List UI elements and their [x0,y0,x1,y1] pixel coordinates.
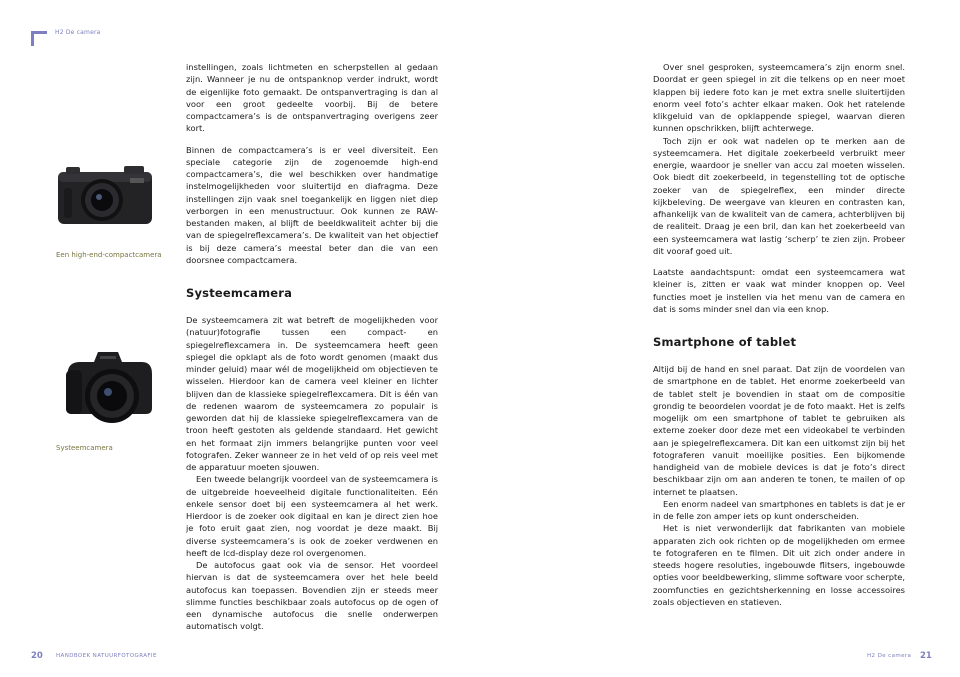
paragraph: Een enorm nadeel van smartphones en tablets is dat je er in de felle zon amper iets op kunt onderscheiden. [653,498,905,521]
corner-mark-bar [31,31,47,34]
right-text-column [653,61,905,608]
footer-chapter: H2 De camera [867,653,912,659]
system-camera-photo [60,348,156,426]
paragraph: Een tweede belangrijk voordeel van de systeemcamera is de uitgebreide hoeveelheid digitale functionaliteiten. Eén enkele sensor doet bij een systeemcamera al het werk. Hierdoor is de zoeker ook digitaal en kan je direct zien hoe je foto eruit gaat zien, nog voordat je deze maakt. Bij diverse systeemcamera’s is ook de zoeker verdwenen en heeft de lcd-display deze rol overgenomen. [186,474,438,558]
section-heading: Systeemcamera [186,286,293,300]
book-title: HANDBOEK NATUURFOTOGRAFIE [56,653,157,659]
left-text-column [186,61,438,633]
compact-camera-photo [56,160,154,230]
paragraph: De systeemcamera zit wat betreft de mogelijkheden voor (natuur)fotografie tussen een compact- en spiegelreflexcamera in. De systeemcamera heeft geen spiegel die opklapt als de foto wordt genomen (maakt dus minder geluid) maar wél de mogelijkheid om objectieven te wisselen. Hierdoor kan de camera veel kleiner en lichter blijven dan de klassieke spiegelreflexcamera. Dit is één van de redenen waarom de systeemcamera zo populair is geworden dat hij de klassieke spiegelreflexcamera van de troon heeft gestoten als geldende standaard. Het gewicht en het formaat zijn immers belangrijke punten voor veel fotografen. Zeker wanneer ze in het veld of op reis veel met de apparatuur moeten sjouwen. [186,315,438,472]
running-head: H2 De camera [55,29,101,36]
paragraph: Laatste aandachtspunt: omdat een systeemcamera wat kleiner is, zitten er vaak wat minder knoppen op. Veel functies moet je instellen via het menu van de camera en dat is soms minder snel dan via een knop. [653,267,905,314]
paragraph: Over snel gesproken, systeemcamera’s zijn enorm snel. Doordat er geen spiegel in zit die telkens op en neer moet klappen bij iedere foto kan je met extra snelle sluitertijden enorm veel foto’s achter elkaar maken. Ook het ratelende klikgeluid van de opklappende spiegel, waarvan dieren kunnen opschrikken, blijft achterwege. [653,62,905,134]
paragraph: instellingen, zoals lichtmeten en scherpstellen al gedaan zijn. Wanneer je nu de ontspanknop verder indrukt, wordt de eigenlijke foto gemaakt. De ontspanvertraging is dan al voor een groot gedeelte voorbij. Bij de betere compactcamera’s is de ontspanvertraging overigens zeer kort. [186,62,438,134]
paragraph: Het is niet verwonderlijk dat fabrikanten van mobiele apparaten zich ook richten op de mogelijkheden om ermee te fotograferen en te filmen. Dit uit zich onder andere in steeds hogere resoluties, ingebouwde flitsers, ingebouwde opties voor beeldbewerking, slimme software voor scherpte, zoomfuncties en gezichtsherkenning en losse accessoires zoals objectieven en statieven. [653,523,905,607]
section-heading: Smartphone of tablet [653,335,797,349]
paragraph: Binnen de compactcamera’s is er veel diversiteit. Een speciale categorie zijn de zogenoemde high-end compactcamera’s, die wel beschikken over handmatige instelmogelijkheden voor sluitertijd en diafragma. Deze instellingen zijn vaak snel toegankelijk en liggen niet diep verborgen in een menustructuur. Ook kunnen ze RAW-bestanden maken, al blijft de beeldkwaliteit achter bij die van de spiegelreflexcamera’s. De kwaliteit van het objectief is bij deze camera’s meestal beter dan die van een doorsnee compactcamera. [186,144,438,265]
paragraph: Toch zijn er ook wat nadelen op te merken aan de systeemcamera. Het digitale zoekerbeeld verbruikt meer energie, waardoor je sneller van accu zal moeten wisselen. Ook biedt dit zoekerbeeld, in tegenstelling tot de optische zoeker van de spiegelreflex, een minder directe kijkbeleving. De weergave van kleuren en contrasten kan, afhankelijk van de kwaliteit van de camera, achterblijven bij de realiteit. Draag je een bril, dan kan het zoekerbeeld van een systeemcamera wat lastig ‘scherp’ te zien zijn. Probeer dit vooraf goed uit. [653,135,905,256]
page-number: 20 [31,651,43,661]
paragraph: Altijd bij de hand en snel paraat. Dat zijn de voordelen van de smartphone en de tablet. Het enorme zoekerbeeld van de tablet stelt je bovendien in staat om de compositie grondig te beoordelen voordat je de foto maakt. Het is zelfs mogelijk om een smartphone of tablet te gebruiken als externe zoeker door deze met een videokabel te verbinden aan je spiegelreflexcamera. Dit kan een uitkomst zijn bij het fotograferen vanuit moeilijke posities. Een bijkomende handigheid van de mobiele devices is dat je foto’s direct beschikbaar zijn om aan anderen te tonen, te mailen of op internet te plaatsen. [653,364,905,497]
photo-caption: Systeemcamera [56,444,113,452]
page-number: 21 [920,651,932,661]
photo-caption: Een high-end-compactcamera [56,251,162,259]
paragraph: De autofocus gaat ook via de sensor. Het voordeel hiervan is dat de systeemcamera over het hele beeld autofocus kan toepassen. Bovendien zijn er steeds meer slimme functies beschikbaar zoals autofocus op de ogen of een dynamische autofocus die snelle onderwerpen automatisch volgt. [186,560,438,632]
